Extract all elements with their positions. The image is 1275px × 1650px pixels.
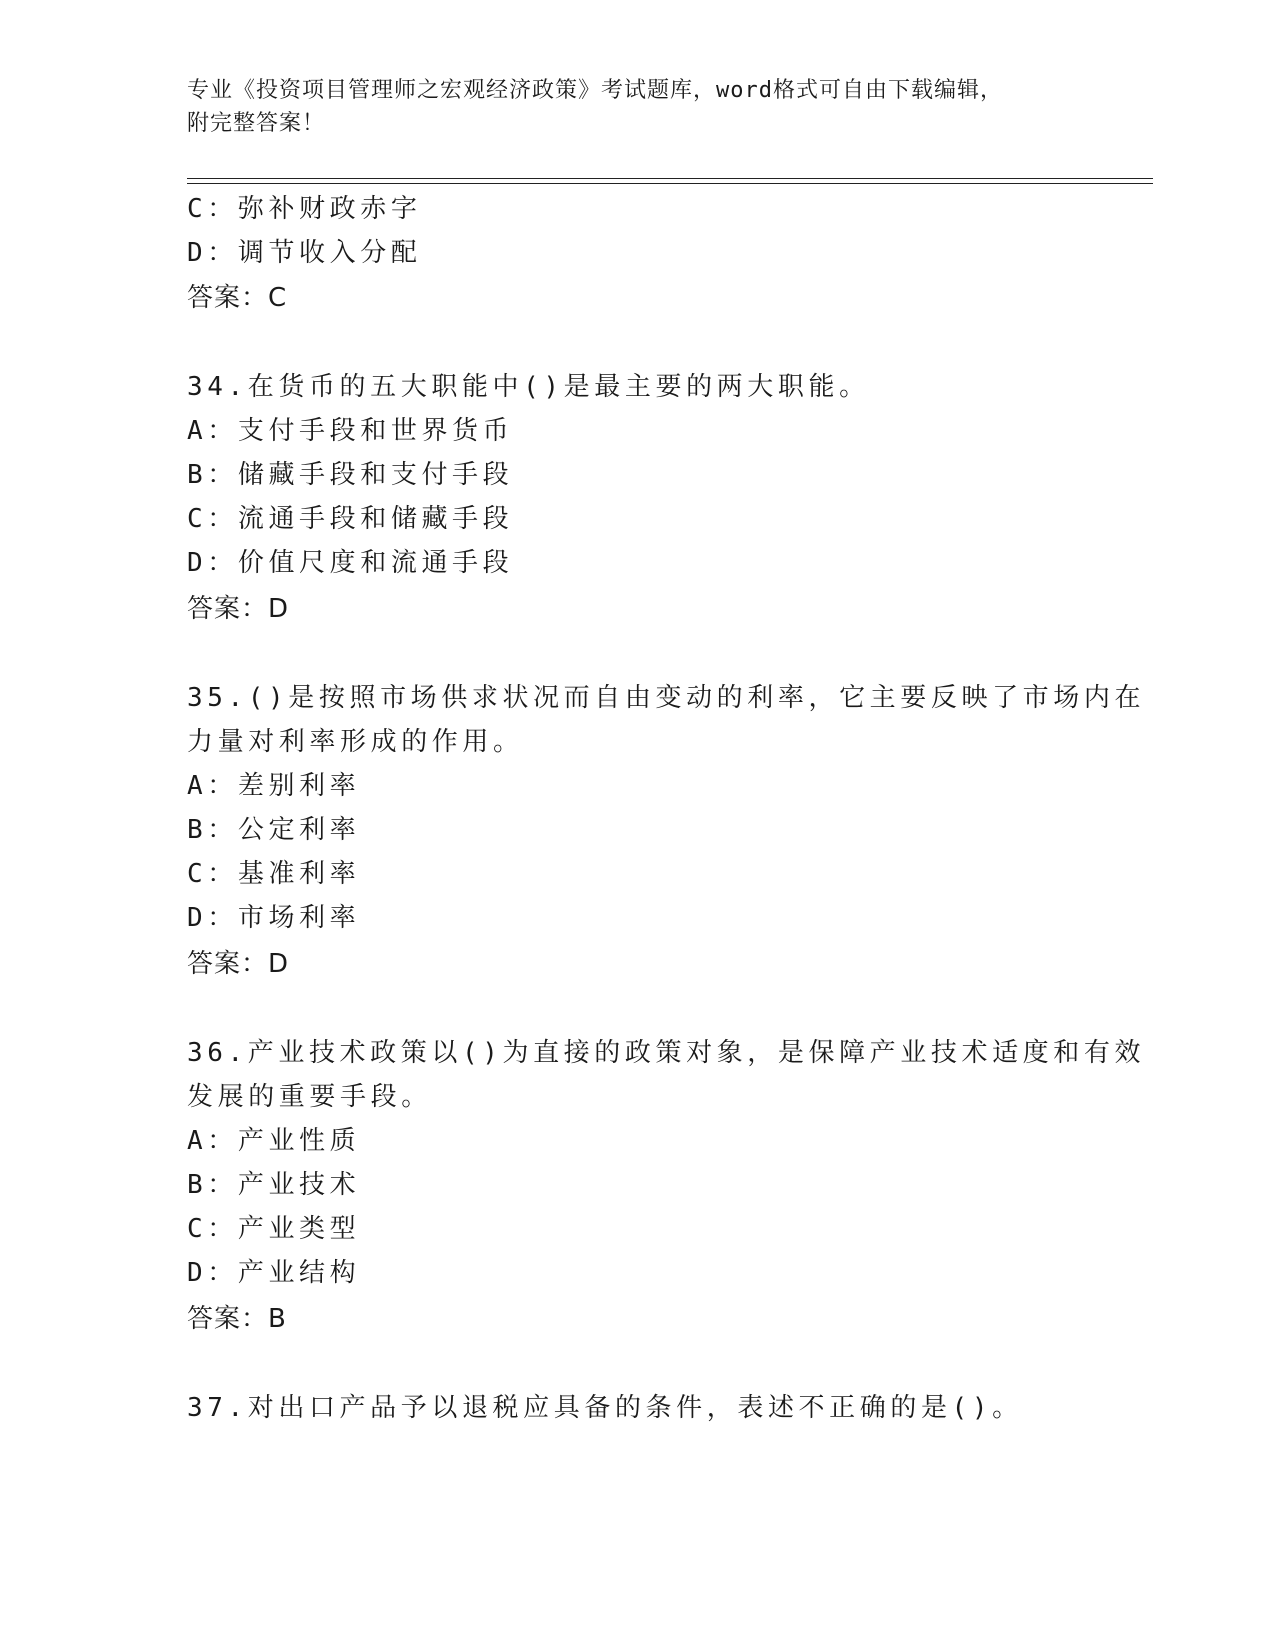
document-header xyxy=(187,74,1087,140)
answer-line xyxy=(187,1302,287,1336)
answer-label: 答案： xyxy=(187,594,269,624)
question-stem: 36.产业技术政策以()为直接的政策对象，是保障产业技术适度和有效 xyxy=(187,1038,1146,1068)
answer-label: 答案： xyxy=(187,1304,269,1334)
header-line-2: 附完整答案！ xyxy=(187,111,326,136)
option-c: C：流通手段和储藏手段 xyxy=(187,504,514,534)
option-d: D：市场利率 xyxy=(187,903,361,933)
header-divider-top xyxy=(187,178,1153,179)
header-divider-bottom xyxy=(187,183,1153,184)
answer-label: 答案： xyxy=(187,949,269,979)
option-a: A：支付手段和世界货币 xyxy=(187,416,514,446)
answer-line xyxy=(187,947,289,981)
question-stem: 35.()是按照市场供求状况而自由变动的利率，它主要反映了市场内在 xyxy=(187,683,1146,713)
option-b: B：产业技术 xyxy=(187,1170,361,1200)
option-d: D：产业结构 xyxy=(187,1258,361,1288)
header-line-1: 专业《投资项目管理师之宏观经济政策》考试题库，word格式可自由下载编辑， xyxy=(187,78,1003,103)
answer-line xyxy=(187,592,289,626)
answer-value: C xyxy=(268,283,288,313)
option-b: B：储藏手段和支付手段 xyxy=(187,460,514,490)
question-stem-continued: 发展的重要手段。 xyxy=(187,1082,432,1112)
option-b: B：公定利率 xyxy=(187,815,361,845)
answer-line xyxy=(187,281,287,315)
question-stem: 37.对出口产品予以退税应具备的条件，表述不正确的是()。 xyxy=(187,1393,1023,1423)
option-c: C：基准利率 xyxy=(187,859,361,889)
option-c: C：弥补财政赤字 xyxy=(187,194,422,224)
option-c: C：产业类型 xyxy=(187,1214,361,1244)
answer-value: D xyxy=(268,949,290,979)
question-stem: 34.在货币的五大职能中()是最主要的两大职能。 xyxy=(187,372,870,402)
answer-value: B xyxy=(268,1304,287,1334)
option-a: A：产业性质 xyxy=(187,1126,361,1156)
option-d: D：调节收入分配 xyxy=(187,238,422,268)
question-stem-continued: 力量对利率形成的作用。 xyxy=(187,727,524,757)
option-a: A：差别利率 xyxy=(187,771,361,801)
answer-label: 答案： xyxy=(187,283,269,313)
option-d: D：价值尺度和流通手段 xyxy=(187,548,514,578)
answer-value: D xyxy=(268,594,290,624)
